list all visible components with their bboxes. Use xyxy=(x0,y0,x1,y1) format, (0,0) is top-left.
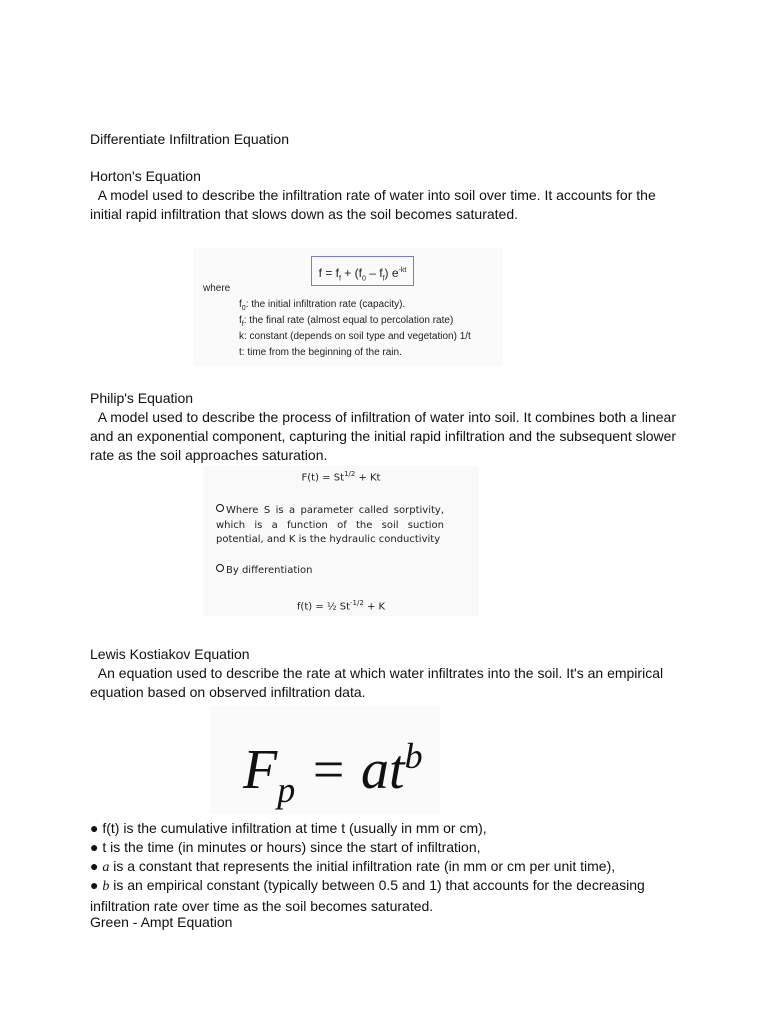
kostiakov-heading: Lewis Kostiakov Equation xyxy=(90,646,250,662)
kostiakov-equation-figure xyxy=(210,706,440,814)
kostiakov-description: An equation used to describe the rate at which water infiltrates into the soil. It's an empirical equation based on observed infiltration data. xyxy=(90,665,667,700)
kostiakov-bullet-a: ● a is a constant that represents the initial infiltration rate (in mm or cm per unit time), xyxy=(90,858,616,875)
horton-formula: $f = f_f + (f_0 - f_f)$ $e^{-kt}$ xyxy=(311,256,414,286)
horton-where-label: where xyxy=(203,283,231,294)
document-title: Differentiate Infiltration Equation xyxy=(90,131,289,147)
horton-equation-figure xyxy=(193,248,503,366)
horton-heading: Horton's Equation xyxy=(90,168,201,184)
philip-formula: $F(t) = St^{1/2} + Kt$ xyxy=(301,470,381,484)
horton-def-ff: $f_f$: the final rate (almost equal to percolation rate) xyxy=(239,315,454,328)
horton-def-f0: $f_0$: the initial infiltration rate (capacity). xyxy=(239,299,406,312)
kostiakov-bullet-b: ● b is an empirical constant (typically between 0.5 and 1) that accounts for the decreasing infiltration rate over time as the soil becomes saturated. xyxy=(90,877,645,914)
philip-description: A model used to describe the process of infiltration of water into soil. It combines both a linear and an exponential component, capturing the initial rapid infiltration and the subsequent slower rate as the soil approaches saturation. xyxy=(90,409,680,463)
kostiakov-bullet-ft: ● f(t) is the cumulative infiltration at time t (usually in mm or cm), xyxy=(90,820,487,836)
philip-derivative-formula: f(t) = ½ $St^{-1/2} + K$ xyxy=(296,599,386,613)
philip-heading: Philip's Equation xyxy=(90,390,194,406)
horton-description: A model used to describe the infiltration rate of water into soil over time. It accounts for the initial rapid infiltration that slows down as the soil becomes saturated. xyxy=(90,187,660,222)
bullet-circle-icon xyxy=(216,504,224,512)
kostiakov-bullet-t: ● t is the time (in minutes or hours) since the start of infiltration, xyxy=(90,839,481,855)
bullet-circle-icon xyxy=(216,564,224,572)
kostiakov-formula: $F_p = at^b$ xyxy=(243,736,423,810)
philip-bullet-differentiation: By differentiation xyxy=(216,564,444,579)
green-ampt-heading: Green - Ampt Equation xyxy=(90,914,233,930)
horton-def-t: t: time from the beginning of the rain. xyxy=(239,347,402,358)
philip-bullet-sorptivity: Where S is a parameter called sorptivity, which is a function of the soil suction potential, and K is the hydraulic conductivity xyxy=(216,505,444,545)
horton-def-k: k: constant (depends on soil type and vegetation) 1/t xyxy=(239,331,471,342)
philip-equation-figure xyxy=(203,466,479,616)
